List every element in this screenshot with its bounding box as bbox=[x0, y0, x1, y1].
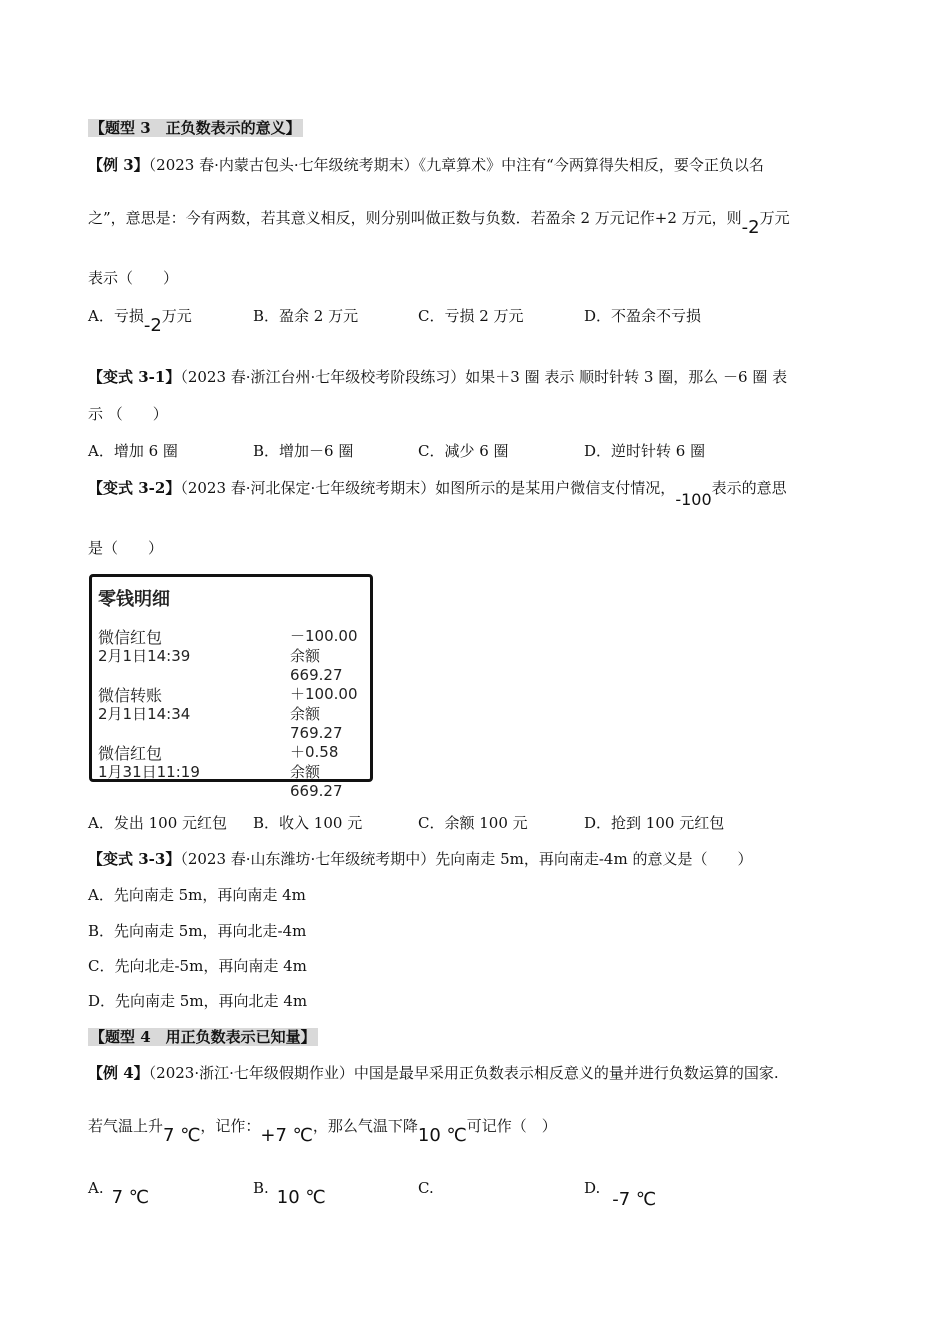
example-3-tag: 【例 3】 bbox=[88, 156, 149, 174]
variant-3-2-line-2: 是（ ） bbox=[88, 539, 164, 557]
variant-3-1-option-b[interactable]: B．增加－6 圈 bbox=[253, 442, 354, 460]
example-3-math-neg2: -2 bbox=[741, 217, 760, 238]
variant-3-1-option-d[interactable]: D．逆时针转 6 圈 bbox=[584, 442, 706, 460]
wechat-entry: 微信转账 2月1日14:34 ＋100.00 余额769.27 bbox=[98, 685, 358, 742]
variant-3-1-option-a[interactable]: A．增加 6 圈 bbox=[88, 442, 178, 460]
example-3-option-d[interactable]: D．不盈余不亏损 bbox=[584, 307, 702, 325]
variant-3-3-option-c[interactable]: C．先向北走-5m，再向南走 4m bbox=[88, 957, 307, 975]
example-4-option-d[interactable]: D.-7 ℃ bbox=[584, 1179, 657, 1210]
variant-3-3-option-a[interactable]: A．先向南走 5m，再向南走 4m bbox=[88, 886, 306, 904]
example-3-line-1 bbox=[88, 155, 764, 175]
example-4-option-a[interactable]: A. 7 ℃ bbox=[88, 1179, 149, 1208]
example-4-line-1: 【例 4】（2023·浙江·七年级假期作业）中国是最早采用正负数表示相反意义的量并进行负数运算的国家. bbox=[88, 1064, 779, 1082]
math-10c: 10 ℃ bbox=[417, 1125, 467, 1146]
example-3-option-c[interactable]: C．亏损 2 万元 bbox=[418, 307, 524, 325]
section-3-title: 【题型 3 正负数表示的意义】 bbox=[90, 119, 301, 137]
example-4-line-2: 若气温上升7 ℃，记作：+7 ℃，那么气温下降10 ℃可记作（ ） bbox=[88, 1117, 557, 1146]
variant-3-2-line-1: 【变式 3-2】（2023 春·河北保定·七年级统考期末）如图所示的是某用户微信支付情况，-100表示的意思 bbox=[88, 479, 787, 509]
section-4-heading bbox=[88, 1027, 318, 1047]
variant-3-2-option-a[interactable]: A．发出 100 元红包 bbox=[88, 814, 227, 832]
variant-3-1-option-c[interactable]: C．减少 6 圈 bbox=[418, 442, 509, 460]
wechat-wallet-image bbox=[89, 574, 373, 800]
variant-3-2-option-b[interactable]: B．收入 100 元 bbox=[253, 814, 363, 832]
variant-3-2-option-c[interactable]: C．余额 100 元 bbox=[418, 814, 528, 832]
example-4-tag: 【例 4】 bbox=[88, 1064, 149, 1082]
variant-3-3-line-1: 【变式 3-3】（2023 春·山东潍坊·七年级统考期中）先向南走 5m，再向南走-4m 的意义是（ ） bbox=[88, 850, 753, 868]
wechat-entry: 微信红包 1月31日11:19 ＋0.58 余额669.27 bbox=[98, 743, 343, 800]
variant-3-2-math-neg100: -100 bbox=[675, 490, 712, 509]
wechat-title: 零钱明细 bbox=[98, 589, 170, 610]
example-3-line-3: 表示（ ） bbox=[88, 269, 179, 287]
variant-3-3-option-b[interactable]: B．先向南走 5m，再向北走-4m bbox=[88, 922, 307, 940]
example-3-line-2 bbox=[88, 208, 790, 238]
variant-3-2-option-d[interactable]: D．抢到 100 元红包 bbox=[584, 814, 725, 832]
wechat-entry: 微信红包 2月1日14:39 －100.00 余额669.27 bbox=[98, 627, 358, 684]
example-3-text-2a: 之”，意思是：今有两数，若其意义相反，则分别叫做正数与负数．若盈余 2 万元记作+2 万元，则 bbox=[88, 209, 742, 227]
example-3-option-b[interactable]: B．盈余 2 万元 bbox=[253, 307, 359, 325]
variant-3-1-tag: 【变式 3-1】 bbox=[88, 368, 181, 386]
example-3-option-a[interactable]: A．亏损-2万元 bbox=[88, 307, 192, 336]
math-7c: 7 ℃ bbox=[163, 1125, 201, 1146]
variant-3-3-tag: 【变式 3-3】 bbox=[88, 850, 181, 868]
variant-3-2-tag: 【变式 3-2】 bbox=[88, 479, 181, 497]
example-4-option-c[interactable]: C. bbox=[418, 1179, 434, 1197]
example-4-option-b[interactable]: B. 10 ℃ bbox=[253, 1179, 326, 1208]
variant-3-1-line-1: 【变式 3-1】（2023 春·浙江台州·七年级校考阶段练习）如果＋3 圈 表示 顺时针转 3 圈，那么 －6 圈 表 bbox=[88, 368, 788, 386]
math-plus7c: +7 ℃ bbox=[260, 1125, 313, 1146]
variant-3-1-line-2: 示 （ ） bbox=[88, 405, 168, 423]
section-4-title: 【题型 4 用正负数表示已知量】 bbox=[90, 1028, 316, 1046]
option-a-math: -2 bbox=[143, 315, 162, 336]
variant-3-3-option-d[interactable]: D．先向南走 5m，再向北走 4m bbox=[88, 992, 308, 1010]
section-3-heading bbox=[88, 118, 303, 138]
example-3-text-2b: 万元 bbox=[759, 209, 790, 227]
example-3-text-1: （2023 春·内蒙古包头·七年级统考期末）《九章算术》中注有“今两算得失相反，要令正负以名 bbox=[148, 156, 764, 174]
